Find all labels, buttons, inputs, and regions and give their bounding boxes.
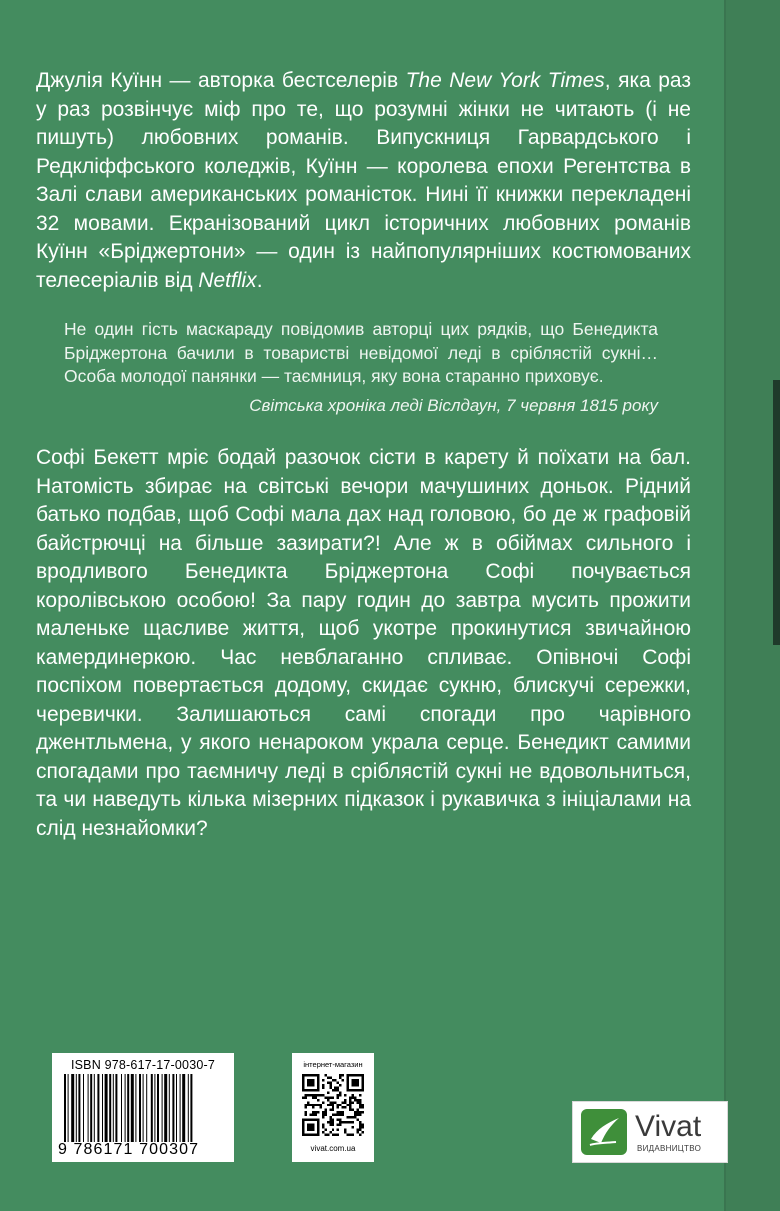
isbn-digits: 9 786171 700307 <box>58 1141 200 1158</box>
spine-divider <box>724 0 726 1211</box>
isbn-barcode-box <box>52 1053 234 1162</box>
qr-code-box <box>292 1053 374 1162</box>
author-bio <box>36 67 691 295</box>
bio-text-1: Джулія Куїнн — авторка бестселерів <box>36 69 406 92</box>
barcode <box>64 1074 224 1142</box>
publisher-logo <box>572 1101 728 1163</box>
qr-top-label: інтернет-магазин <box>303 1060 363 1069</box>
epigraph-quote: Не один гість маскараду повідомив авторці цих рядків, що Бенедикта Бріджертона бачили в товаристві невідомої леді в сріблястій сукні… Особа молодої панянки — таємниця, яку вона старанно приховує. <box>64 319 658 386</box>
spine-edge <box>726 0 780 1211</box>
publisher-name: Vivat <box>635 1110 702 1143</box>
bio-text-2: , яка раз у раз розвінчує міф про те, що розумні жінки не читають (і не пишуть) любовних романів. Випускниця Гарвардського і Редкліффського коледжів, Куїнн — королева епохи Регентства в Залі слави американських романісток. Нині її книжки перекладені 32 мовами. Екранізований цикл історичних любовних романів Куїнн «Бріджертони» — один із найпопулярніших костюмованих телесеріалів від <box>36 69 691 292</box>
bio-nyt: The New York Times <box>405 69 605 92</box>
epigraph-source: Світська хроніка леді Віслдаун, 7 червня 1815 року <box>249 396 658 415</box>
bio-netflix: Netflix <box>198 268 257 292</box>
qr-url: vivat.com.ua <box>310 1144 356 1153</box>
isbn-label: ISBN 978-617-17-0030-7 <box>70 1058 216 1072</box>
side-photo-strip <box>773 380 780 645</box>
vivat-quill-icon <box>581 1109 627 1155</box>
bio-text-3: . <box>256 268 263 292</box>
book-blurb: Софі Бекетт мріє бодай разочок сісти в карету й поїхати на бал. Натомість збирає на світські вечори мачушиних доньок. Рідний батько подбав, щоб Софі мала дах над головою, бо де ж графовій байстрючці на більше зазирати?! Але ж в обіймах сильного і вродливого Бенедикта Бріджертона Софі почувається королівською особою! За пару годин до завтра мусить прожити маленьке щасливе життя, щоб укотре прокинутися звичайною камердинеркою. Час невблаганно спливає. Опівночі Софі поспіхом повертається додому, скидає сукню, блискучі сережки, черевички. Залишаються самі спогади про чарівного джентльмена, у якого ненароком украла серце. Бенедикт самими спогадами про таємничу леді в сріблястій сукні не вдовольниться, та чи наведуть кілька мізерних підказок і рукавичка з ініціалами на слід незнайомки? <box>36 446 691 840</box>
qr-code <box>302 1074 364 1136</box>
publisher-subtitle: ВИДАВНИЦТВО <box>637 1144 702 1153</box>
